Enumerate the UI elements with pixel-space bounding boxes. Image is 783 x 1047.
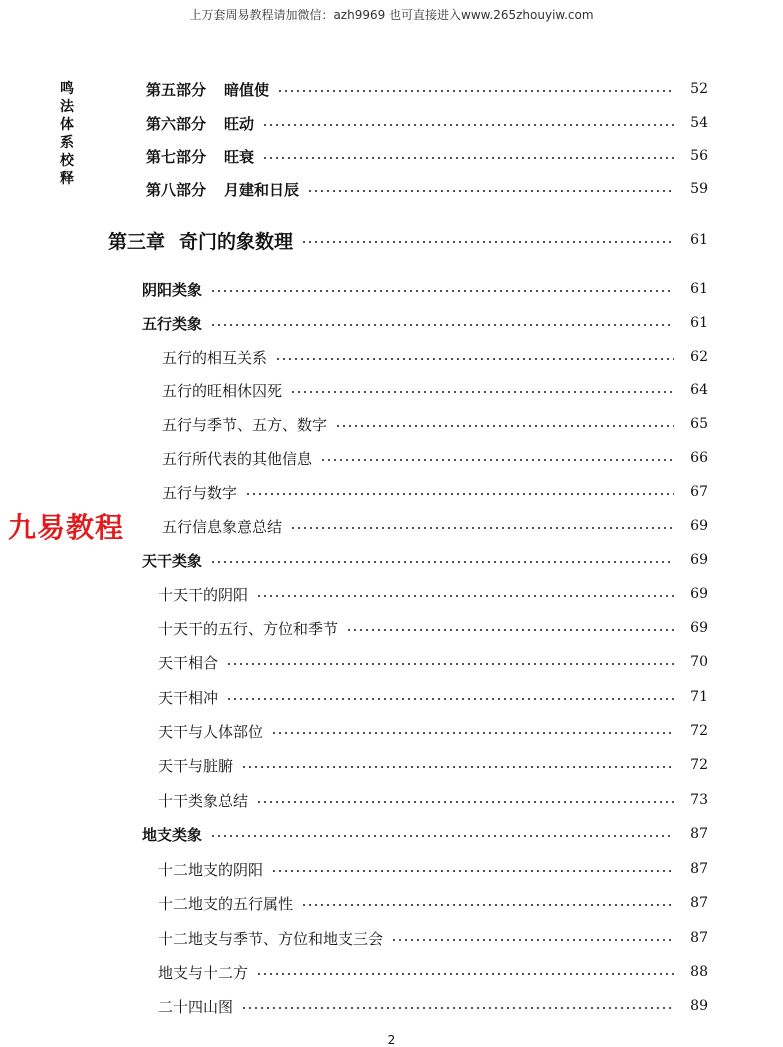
toc-page-number: 87	[690, 861, 708, 877]
toc-entry-label: 第五部分 暗值使	[146, 80, 270, 99]
toc-entry-subsection[interactable]	[0, 890, 783, 916]
dot-leader	[320, 459, 674, 461]
toc-entry-label: 第六部分 旺动	[146, 114, 255, 133]
toc-entry-label: 五行的相互关系	[162, 348, 268, 367]
toc-entry-label: 五行的旺相休囚死	[162, 381, 283, 400]
toc-page-number: 54	[690, 115, 708, 131]
toc-entry-subsection[interactable]	[0, 445, 783, 471]
toc-entry-label: 十二地支的五行属性	[158, 894, 294, 913]
page-number: 2	[387, 1033, 396, 1047]
toc-entry-label: 二十四山图	[158, 997, 234, 1016]
dot-leader	[271, 732, 674, 734]
toc-page-number: 62	[690, 349, 708, 365]
toc-entry-subsection[interactable]	[0, 581, 783, 607]
dot-leader	[226, 663, 674, 665]
dot-leader	[210, 290, 674, 292]
toc-page-number: 71	[690, 689, 708, 705]
toc-page-number: 66	[690, 450, 708, 466]
toc-entry-label: 阴阳类象	[142, 280, 203, 299]
dot-leader	[245, 493, 674, 495]
toc-entry-subsection[interactable]	[0, 344, 783, 370]
toc-page-number: 69	[690, 586, 708, 602]
toc-entry-section[interactable]	[0, 547, 783, 573]
toc-entry-section[interactable]	[0, 276, 783, 302]
toc-page-number: 87	[690, 895, 708, 911]
toc-entry-subsection[interactable]	[0, 615, 783, 641]
toc-entry-subsection[interactable]	[0, 479, 783, 505]
toc-entry-part-8[interactable]	[0, 176, 783, 202]
toc-page-number: 69	[690, 518, 708, 534]
toc-entry-chapter-3[interactable]	[0, 227, 783, 253]
dot-leader	[256, 801, 674, 803]
dot-leader	[301, 241, 674, 243]
toc-entry-subsection[interactable]	[0, 649, 783, 675]
toc-entry-label: 十二地支的阴阳	[158, 860, 264, 879]
toc-entry-label: 十二地支与季节、方位和地支三会	[158, 929, 384, 948]
toc-entry-subsection[interactable]	[0, 411, 783, 437]
watermark-logo: 九易教程	[8, 511, 125, 544]
book-title-char: 体	[60, 117, 74, 133]
dot-leader	[210, 561, 674, 563]
book-title-char: 法	[60, 99, 74, 115]
book-title-char: 释	[60, 171, 74, 187]
toc-page-number: 61	[690, 315, 708, 331]
toc-entry-part-5[interactable]	[0, 76, 783, 102]
toc-page-number: 72	[690, 757, 708, 773]
book-title-char: 校	[60, 153, 74, 169]
toc-entry-section[interactable]	[0, 821, 783, 847]
book-title-char: 系	[60, 135, 74, 151]
toc-page-number: 87	[690, 826, 708, 842]
toc-entry-subsection[interactable]	[0, 925, 783, 951]
toc-entry-subsection[interactable]	[0, 959, 783, 985]
dot-leader	[262, 157, 674, 159]
toc-page-number: 67	[690, 484, 708, 500]
toc-entry-label: 五行与季节、五方、数字	[162, 415, 328, 434]
toc-page-number: 72	[690, 723, 708, 739]
dot-leader	[391, 939, 674, 941]
dot-leader	[290, 527, 674, 529]
toc-page-number: 88	[690, 964, 708, 980]
toc-entry-label: 天干与脏腑	[158, 756, 234, 775]
toc-entry-label: 天干类象	[142, 551, 203, 570]
toc-page-number: 69	[690, 620, 708, 636]
dot-leader	[301, 904, 674, 906]
toc-page-number: 52	[690, 81, 708, 97]
toc-page-number: 73	[690, 792, 708, 808]
dot-leader	[335, 425, 674, 427]
toc-entry-section[interactable]	[0, 310, 783, 336]
toc-entry-subsection[interactable]	[0, 513, 783, 539]
toc-entry-part-6[interactable]	[0, 110, 783, 136]
toc-entry-subsection[interactable]	[0, 993, 783, 1019]
toc-entry-label: 十干类象总结	[158, 791, 249, 810]
dot-leader	[210, 835, 674, 837]
toc-entry-label: 五行类象	[142, 314, 203, 333]
toc-page-number: 64	[690, 382, 708, 398]
header-banner: 上万套周易教程请加微信：azh9969 也可直接进入www.265zhouyiw.com	[189, 8, 594, 22]
dot-leader	[346, 629, 674, 631]
toc-entry-label: 第七部分 旺衰	[146, 147, 255, 166]
toc-page-number: 69	[690, 552, 708, 568]
dot-leader	[256, 595, 674, 597]
toc-entry-part-7[interactable]	[0, 143, 783, 169]
toc-entry-label: 天干与人体部位	[158, 722, 264, 741]
toc-page-number: 87	[690, 930, 708, 946]
toc-entry-label: 十天干的五行、方位和季节	[158, 619, 339, 638]
toc-page-number: 70	[690, 654, 708, 670]
dot-leader	[262, 124, 674, 126]
dot-leader	[241, 1007, 674, 1009]
toc-entry-subsection[interactable]	[0, 718, 783, 744]
dot-leader	[256, 973, 674, 975]
toc-page-number: 89	[690, 998, 708, 1014]
toc-page-number: 56	[690, 148, 708, 164]
toc-entry-label: 五行信息象意总结	[162, 517, 283, 536]
toc-entry-label: 天干相冲	[158, 688, 219, 707]
toc-entry-subsection[interactable]	[0, 787, 783, 813]
dot-leader	[271, 870, 674, 872]
dot-leader	[277, 90, 674, 92]
toc-page-number: 61	[690, 281, 708, 297]
toc-entry-subsection[interactable]	[0, 684, 783, 710]
toc-entry-label: 第三章 奇门的象数理	[108, 230, 294, 253]
toc-page-number: 59	[690, 181, 708, 197]
toc-page-number: 61	[690, 232, 708, 248]
toc-entry-subsection[interactable]	[0, 752, 783, 778]
book-title-char: 鸣	[60, 81, 74, 97]
dot-leader	[210, 324, 674, 326]
toc-page-number: 65	[690, 416, 708, 432]
dot-leader	[275, 358, 674, 360]
toc-entry-label: 五行与数字	[162, 483, 238, 502]
dot-leader	[290, 391, 674, 393]
dot-leader	[241, 766, 674, 768]
toc-entry-label: 地支类象	[142, 825, 203, 844]
dot-leader	[226, 698, 674, 700]
toc-entry-label: 地支与十二方	[158, 963, 249, 982]
toc-entry-subsection[interactable]	[0, 856, 783, 882]
toc-entry-label: 五行所代表的其他信息	[162, 449, 313, 468]
dot-leader	[307, 190, 674, 192]
toc-entry-label: 第八部分 月建和日辰	[146, 180, 300, 199]
toc-entry-label: 天干相合	[158, 653, 219, 672]
toc-entry-label: 十天干的阴阳	[158, 585, 249, 604]
toc-entry-subsection[interactable]	[0, 377, 783, 403]
